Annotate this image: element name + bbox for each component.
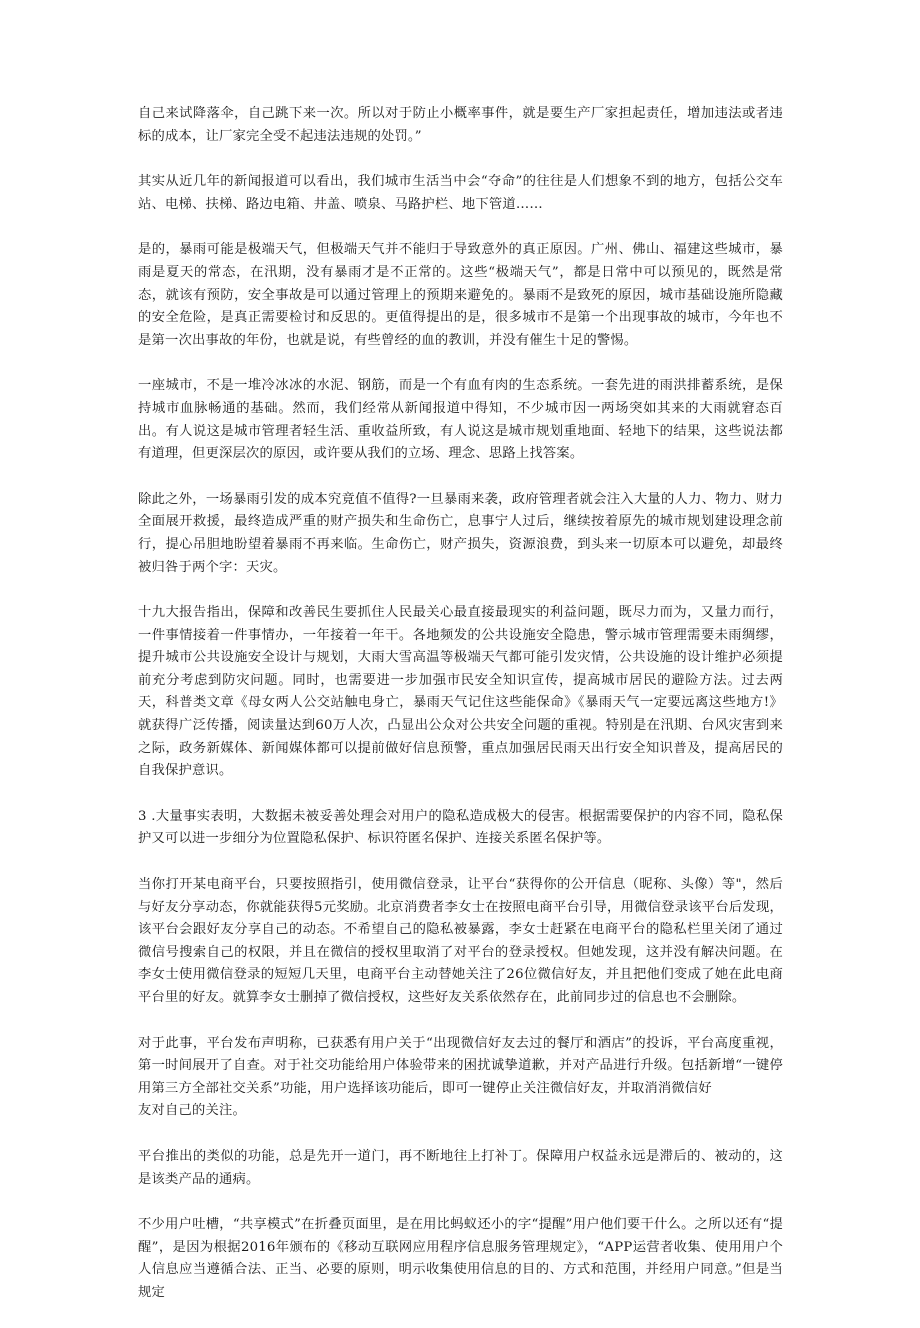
paragraph: 3 .大量事实表明，大数据未被妥善处理会对用户的隐私造成极大的侵害。根据需要保护的内容不同，隐私保护又可以进一步细分为位置隐私保护、标识符匿名保护、连接关系匿名保护等。 (138, 808, 783, 847)
paragraph: 对于此事，平台发布声明称，已获悉有用户关于“出现微信好友去过的餐厅和酒店”的投诉，平台高度重视，第一时间展开了自查。对于社交功能给用户体验带来的困扰诚挚道歉，并对产品进行升级。包括新增“一键停用第三方全部社交关系”功能，用户选择该功能后，即可一键停止关注微信好友，并取消消微信好 友对自己的关注。 (138, 1035, 783, 1119)
paragraph: 十九大报告指出，保障和改善民生要抓住人民最关心最直接最现实的利益问题，既尽力而为，又量力而行，一件事情接着一件事情办，一年接着一年干。各地频发的公共设施安全隐患，警示城市管理需要未雨绸缪，提升城市公共设施安全设计与规划，大雨大雪高温等极端天气都可能引发灾情，公共设施的设计维护必须提前充分考虑到防灾问题。同时，也需要进一步加强市民安全知识宣传，提高城市居民的避险方法。过去两天，科普类文章《母女两人公交站触电身亡，暴雨天气记住这些能保命》《暴雨天气一定要远离这些地方!》就获得广泛传播，阅读量达到60万人次，凸显出公众对公共安全问题的重视。特别是在汛期、台风灾害到来之际，政务新媒体、新闻媒体都可以提前做好信息预警，重点加强居民雨天出行安全知识普及，提高居民的自我保护意识。 (138, 605, 783, 779)
paragraph: 不少用户吐槽，“共享模式”在折叠页面里，是在用比蚂蚁还小的字“提醒”用户他们要干什么。之所以还有“提醒”，是因为根据2016年颁布的《移动互联网应用程序信息服务管理规定》，“APP运营者收集、使用用户个人信息应当遵循合法、正当、必要的原则，明示收集使用信息的目的、方式和范围，并经用户同意。”但是当规定 (138, 1217, 783, 1300)
paragraph: 除此之外，一场暴雨引发的成本究竟值不值得?一旦暴雨来袭，政府管理者就会注入大量的人力、物力、财力全面展开救援，最终造成严重的财产损失和生命伤亡，息事宁人过后，继续按着原先的城市规划建设理念前行，提心吊胆地盼望着暴雨不再来临。生命伤亡，财产损失，资源浪费，到头来一切原本可以避免，却最终被归咎于两个字：天灾。 (138, 491, 783, 575)
paragraph: 当你打开某电商平台，只要按照指引，使用微信登录，让平台“获得你的公开信息（昵称、头像）等"，然后与好友分享动态，你就能获得5元奖励。北京消费者李女士在按照电商平台引导，用微信登录该平台后发现，该平台会跟好友分享自己的动态。不希望自己的隐私被暴露，李女士赶紧在电商平台的隐私栏里关闭了通过微信号搜索自己的权限，并且在微信的授权里取消了对平台的登录授权。但她发现，这并没有解决问题。在李女士使用微信登录的短短几天里，电商平台主动替她关注了26位微信好友，并且把他们变成了她在此电商平台里的好友。就算李女士删掉了微信授权，这些好友关系依然存在，此前同步过的信息也不会删除。 (138, 877, 783, 1005)
paragraph: 平台推出的类似的功能，总是先开一道门，再不断地往上打补丁。保障用户权益永远是滞后的、被动的，这是该类产品的通病。 (138, 1148, 783, 1187)
paragraph: 一座城市，不是一堆冷冰冰的水泥、钢筋，而是一个有血有肉的生态系统。一套先进的雨洪排蓄系统，是保持城市血脉畅通的基础。然而，我们经常从新闻报道中得知，不少城市因一两场突如其来的大雨就窘态百出。有人说这是城市管理者轻生活、重收益所致，有人说这是城市规划重地面、轻地下的结果，这些说法都有道理，但更深层次的原因，或许要从我们的立场、理念、思路上找答案。 (138, 378, 783, 462)
paragraph: 是的，暴雨可能是极端天气，但极端天气并不能归于导致意外的真正原因。广州、佛山、福建这些城市，暴雨是夏天的常态，在汛期，没有暴雨才是不正常的。这些“极端天气”，都是日常中可以预见的，既然是常态，就该有预防，安全事故是可以通过管理上的预期来避免的。暴雨不是致死的原因，城市基础设施所隐藏的安全危险，是真正需要检讨和反思的。更值得提出的是，很多城市不是第一个出现事故的城市，今年也不是第一次出事故的年份，也就是说，有些曾经的血的教训，并没有催生十足的警惕。 (138, 242, 783, 348)
document-body (138, 103, 783, 1328)
paragraph: 其实从近几年的新闻报道可以看出，我们城市生活当中会“夺命”的往往是人们想象不到的地方，包括公交车站、电梯、扶梯、路边电箱、井盖、喷泉、马路护栏、地下管道…… (138, 174, 783, 212)
paragraph: 自己来试降落伞，自己跳下来一次。所以对于防止小概率事件，就是要生产厂家担起责任，增加违法或者违标的成本，让厂家完全受不起违法违规的处罚。” (138, 106, 783, 144)
